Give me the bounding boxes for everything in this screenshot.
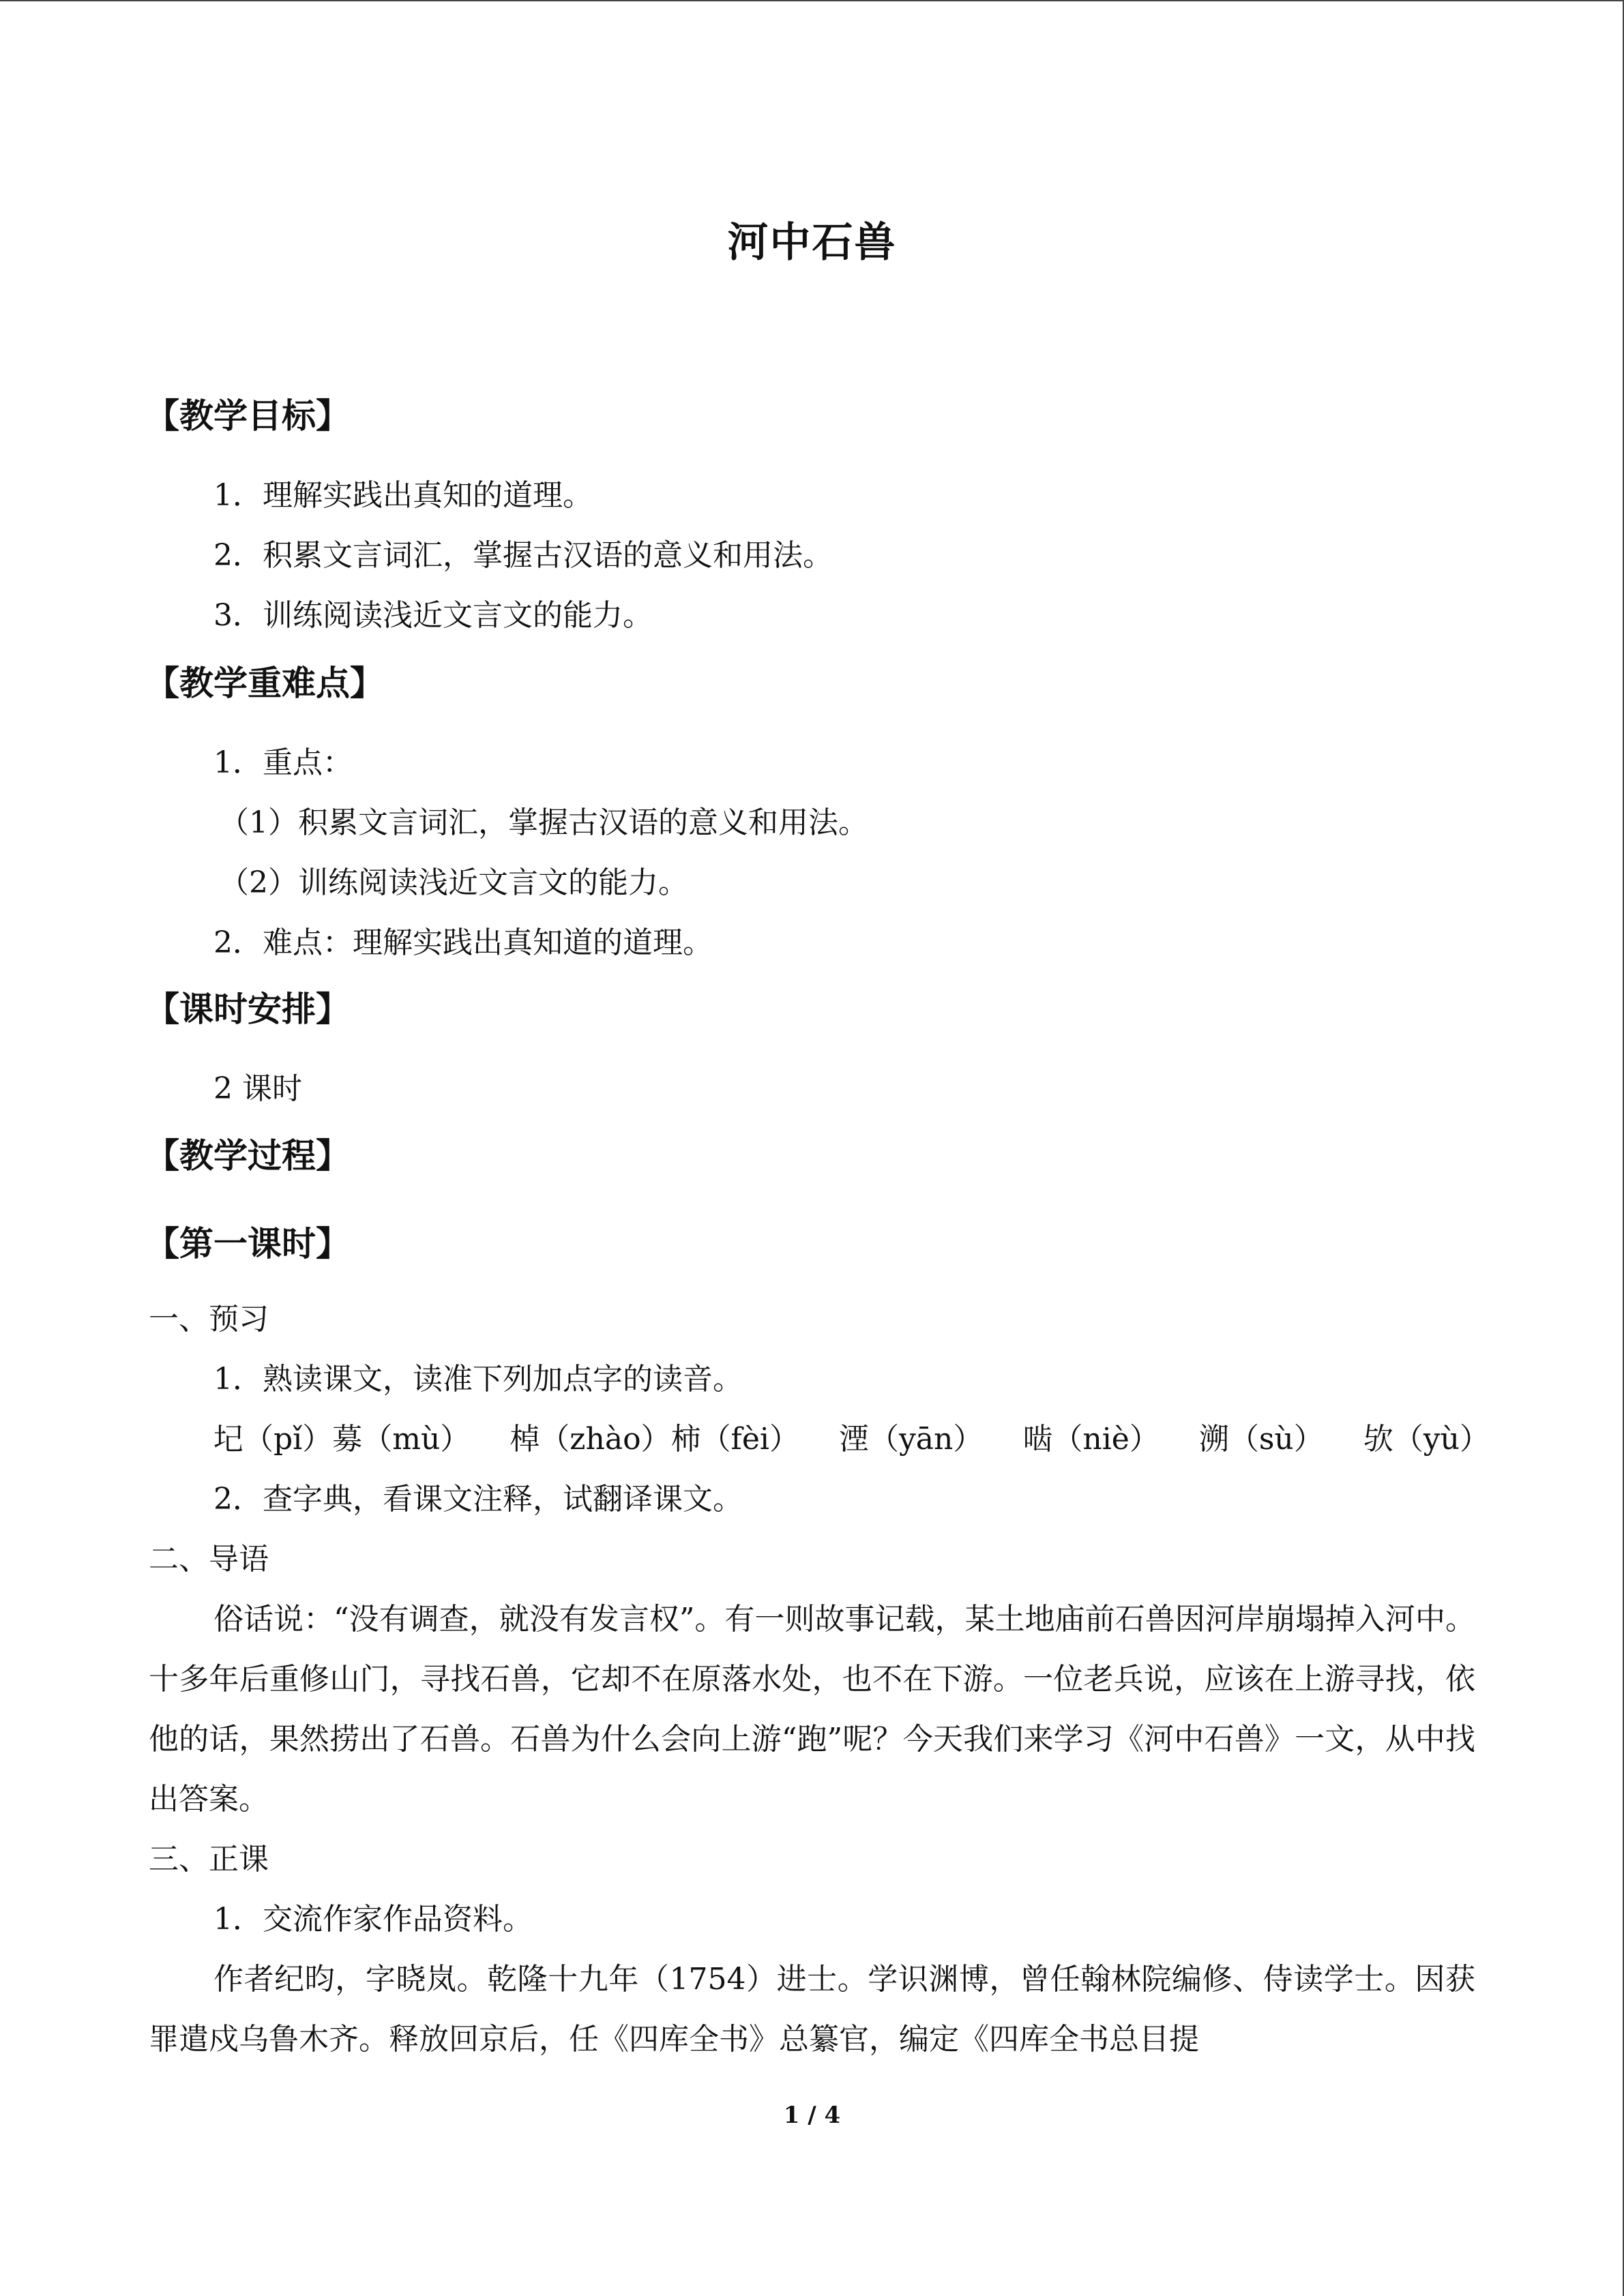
- heading-teaching-goals: 【教学目标】: [145, 396, 350, 436]
- intro-label: 二、导语: [149, 1542, 269, 1577]
- preview-label: 一、预习: [149, 1302, 269, 1337]
- key-item: （2）训练阅读浅近文言文的能力。: [219, 865, 688, 900]
- page-number: 1 / 4: [783, 2102, 841, 2129]
- pronunciation-item: 啮（niè）: [1022, 1422, 1160, 1457]
- author-paragraph: 作者纪昀，字晓岚。乾隆十九年（1754）进士。学识渊博，曾任翰林院编修、侍读学士。因获罪遣戍乌鲁木齐。释放回京后，任《四库全书》总纂官，编定《四库全书总目提: [149, 1962, 1475, 2057]
- schedule-text: 2 课时: [213, 1071, 302, 1106]
- heading-schedule: 【课时安排】: [145, 989, 350, 1029]
- heading-key-difficulties: 【教学重难点】: [145, 664, 384, 703]
- pronunciation-item: 棹（zhào）柿（fèi）: [510, 1422, 799, 1457]
- pronunciation-item: 湮（yān）: [838, 1422, 984, 1457]
- key-item: （1）积累文言词汇，掌握古汉语的意义和用法。: [219, 805, 868, 840]
- goal-item: 2．积累文言词汇，掌握古汉语的意义和用法。: [213, 538, 833, 573]
- goal-item: 1．理解实践出真知的道理。: [213, 478, 593, 513]
- preview-item: 2．查字典，看课文注释，试翻译课文。: [213, 1482, 743, 1517]
- pronunciation-item: 圮（pǐ）募（mù）: [213, 1422, 471, 1457]
- key-item: 1．重点：: [213, 745, 353, 780]
- pronunciation-list: [213, 1410, 1490, 1470]
- preview-item: 1．熟读课文，读准下列加点字的读音。: [213, 1362, 743, 1397]
- heading-lesson-one: 【第一课时】: [145, 1224, 350, 1264]
- document-title: 河中石兽: [727, 219, 897, 267]
- heading-teaching-process: 【教学过程】: [145, 1136, 350, 1176]
- main-lesson-item: 1．交流作家作品资料。: [213, 1902, 533, 1937]
- pronunciation-item: 欤（yù）: [1363, 1422, 1490, 1457]
- main-lesson-label: 三、正课: [149, 1842, 269, 1877]
- goal-item: 3．训练阅读浅近文言文的能力。: [213, 598, 653, 633]
- key-item: 2．难点：理解实践出真知道的道理。: [213, 925, 713, 960]
- pronunciation-item: 溯（sù）: [1198, 1422, 1324, 1457]
- intro-paragraph: 俗话说：“没有调查，就没有发言权”。有一则故事记载，某土地庙前石兽因河岸崩塌掉入河中。十多年后重修山门，寻找石兽，它却不在原落水处，也不在下游。一位老兵说，应该在上游寻找，依他的话，果然捞出了石兽。石兽为什么会向上游“跑”呢？今天我们来学习《河中石兽》一文，从中找出答案。: [149, 1602, 1475, 1817]
